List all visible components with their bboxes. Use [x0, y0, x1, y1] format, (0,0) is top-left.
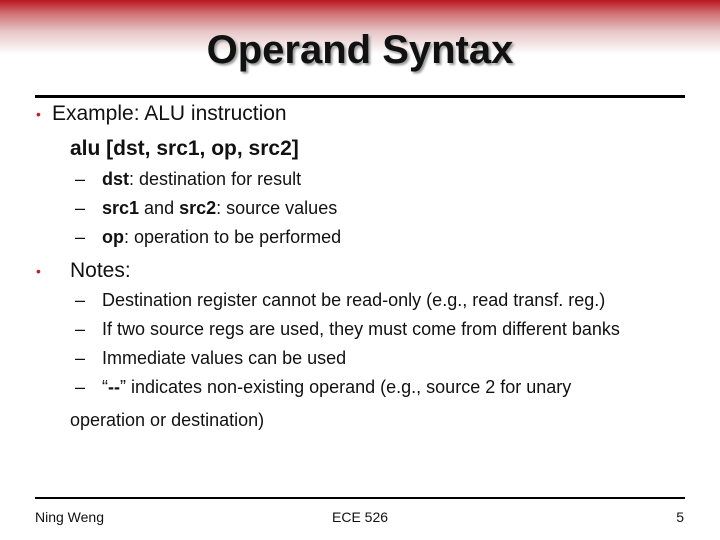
bullet-marker: •	[36, 106, 41, 122]
desc-src: : source values	[216, 198, 338, 218]
footer-page-number: 5	[676, 509, 684, 525]
dash-marker: –	[75, 377, 86, 397]
bullet-example: Example: ALU instruction	[52, 102, 287, 125]
note-item-banks: If two source regs are used, they must come from different banks	[102, 319, 620, 339]
dash-marker: –	[75, 198, 86, 218]
note-item-nonexisting	[102, 377, 571, 398]
bullet-marker: •	[36, 263, 41, 279]
desc-op: : operation to be performed	[124, 227, 342, 247]
note-item-immediate: Immediate values can be used	[102, 348, 347, 368]
dash-marker: –	[75, 348, 86, 368]
dash-marker: –	[75, 319, 86, 339]
term-src2: src2	[179, 198, 217, 218]
footer-course: ECE 526	[332, 509, 389, 525]
title-divider	[35, 95, 685, 98]
sub-item-src	[102, 198, 337, 219]
term-double-dash: --	[108, 377, 120, 397]
slide-title: Operand Syntax	[206, 28, 514, 72]
dash-marker: –	[75, 290, 86, 310]
note-item-readonly: Destination register cannot be read-only (e.g., read transf. reg.)	[102, 290, 606, 310]
dash-marker: –	[75, 227, 86, 247]
term-src1: src1	[102, 198, 140, 218]
bullet-notes: Notes:	[70, 259, 131, 282]
term-op: op	[102, 227, 124, 247]
quote-open: “	[102, 377, 108, 397]
dash-marker: –	[75, 169, 86, 189]
desc-nonexisting: ” indicates non-existing operand (e.g., source 2 for unary	[120, 377, 572, 397]
term-dst: dst	[102, 169, 129, 189]
footer-author: Ning Weng	[35, 509, 105, 525]
note-continuation: operation or destination)	[70, 410, 265, 430]
desc-dst: : destination for result	[129, 169, 302, 189]
sub-item-dst	[102, 169, 301, 190]
connector-and: and	[139, 198, 180, 218]
sub-item-op	[102, 227, 341, 248]
alu-syntax: alu [dst, src1, op, src2]	[70, 137, 299, 160]
footer-divider	[35, 497, 685, 499]
